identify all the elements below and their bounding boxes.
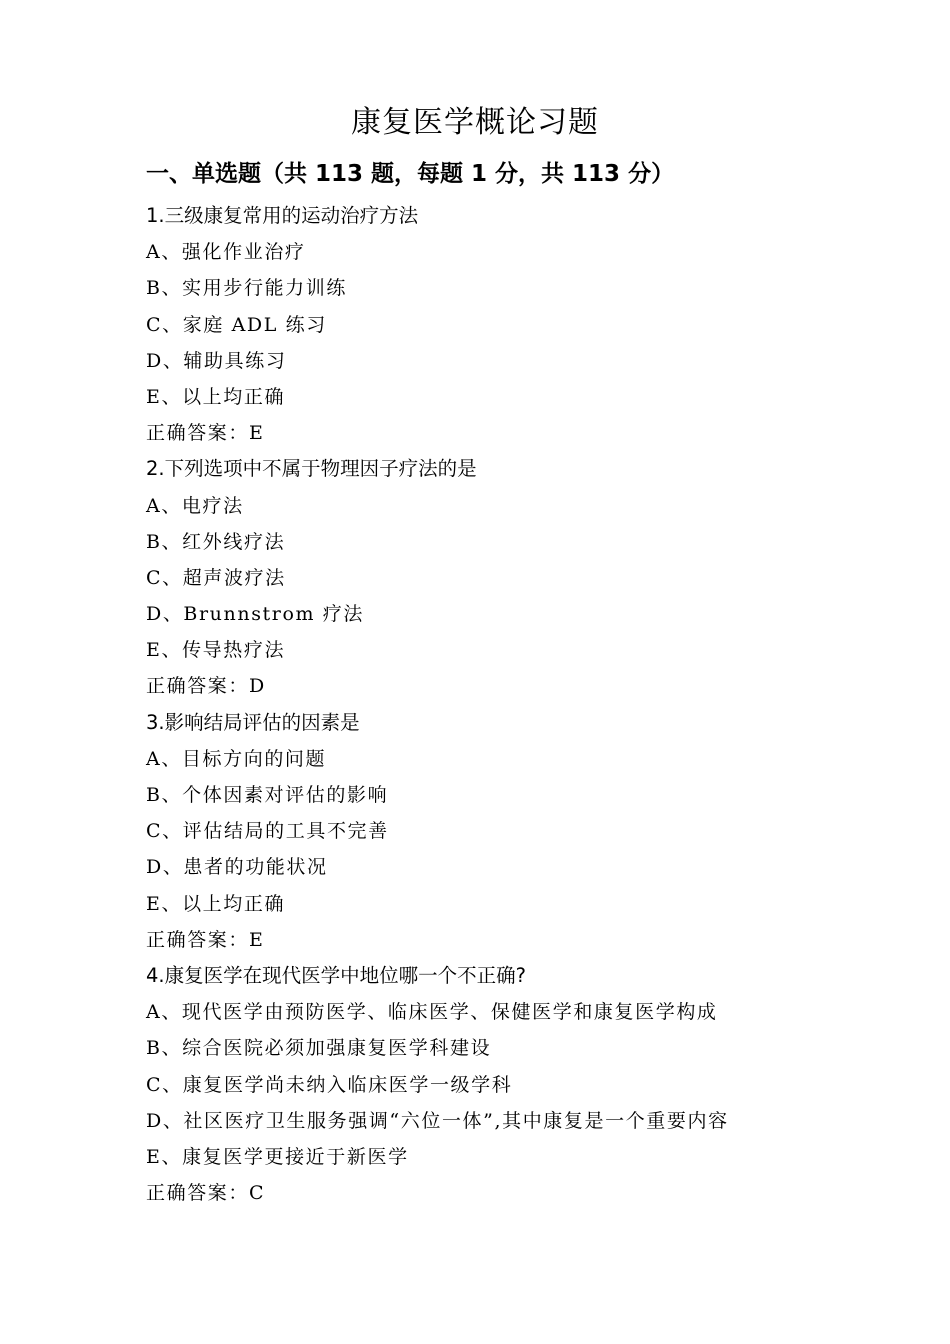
option-c: C、家庭 ADL 练习: [146, 313, 327, 336]
document-title: 康复医学概论习题: [351, 105, 599, 140]
option-b: B、实用步行能力训练: [146, 277, 347, 300]
option-e: E、康复医学更接近于新医学: [146, 1145, 409, 1168]
option-c: C、评估结局的工具不完善: [146, 820, 389, 843]
correct-answer: 正确答案：E: [146, 928, 265, 951]
option-b: B、个体因素对评估的影响: [146, 784, 389, 806]
option-a: A、现代医学由预防医学、临床医学、保健医学和康复医学构成: [146, 1001, 718, 1024]
correct-answer: 正确答案：C: [146, 1182, 266, 1205]
question-stem: 4.康复医学在现代医学中地位哪一个不正确?: [146, 963, 526, 987]
question-4: [146, 958, 846, 1211]
correct-answer: 正确答案：D: [146, 675, 266, 698]
question-1: [146, 198, 846, 451]
option-b: B、综合医院必须加强康复医学科建设: [146, 1037, 492, 1060]
question-3: [146, 705, 846, 958]
question-2: [146, 451, 846, 704]
option-a: A、强化作业治疗: [146, 241, 306, 264]
option-e: E、以上均正确: [146, 385, 286, 408]
question-stem: 1.三级康复常用的运动治疗方法: [146, 204, 419, 227]
question-stem: 2.下列选项中不属于物理因子疗法的是: [146, 457, 477, 481]
option-c: C、超声波疗法: [146, 566, 286, 589]
question-list: [146, 198, 846, 1211]
option-b: B、红外线疗法: [146, 530, 286, 553]
option-d: D、辅助具练习: [146, 349, 287, 372]
option-d: D、Brunnstrom 疗法: [146, 603, 364, 626]
option-a: A、电疗法: [146, 494, 244, 517]
question-stem: 3.影响结局评估的因素是: [146, 710, 360, 734]
option-e: E、以上均正确: [146, 892, 286, 915]
correct-answer: 正确答案：E: [146, 422, 265, 445]
option-d: D、患者的功能状况: [146, 856, 328, 879]
option-d: D、社区医疗卫生服务强调“六位一体”,其中康复是一个重要内容: [146, 1109, 729, 1132]
section-heading: 一、单选题（共 113 题，每题 1 分，共 113 分）: [146, 161, 675, 187]
option-a: A、目标方向的问题: [146, 747, 327, 770]
option-c: C、康复医学尚未纳入临床医学一级学科: [146, 1073, 513, 1096]
option-e: E、传导热疗法: [146, 639, 286, 662]
